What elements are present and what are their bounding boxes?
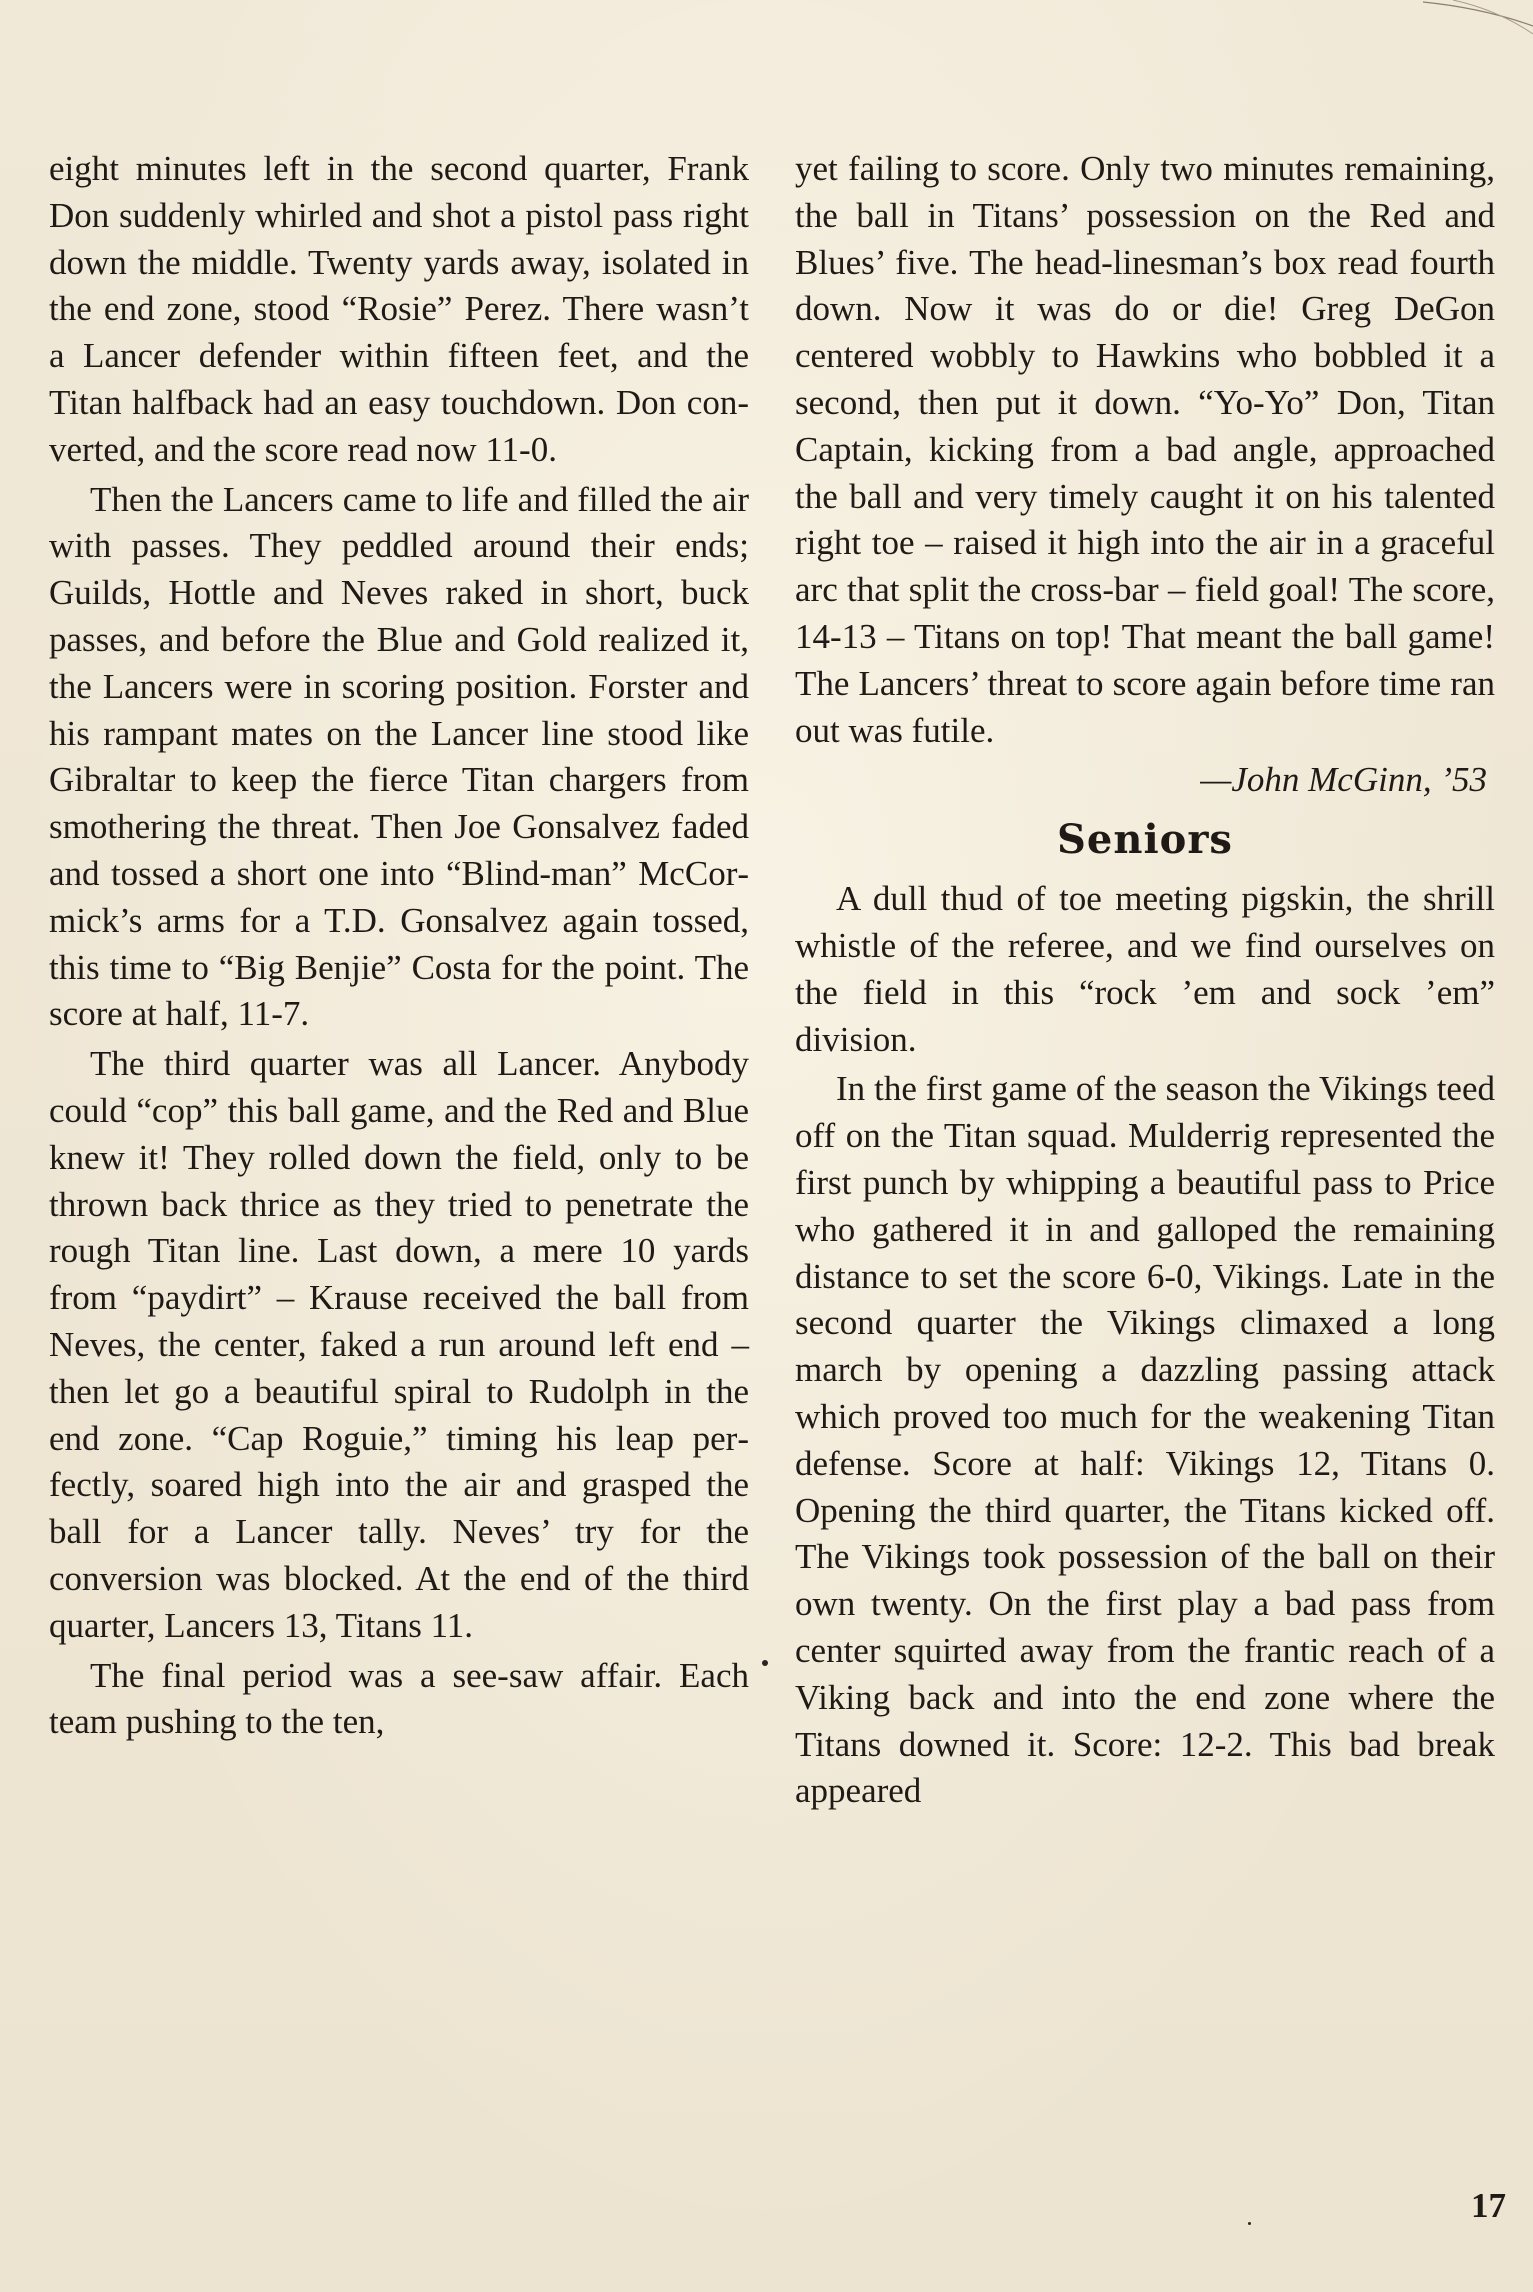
section-heading-seniors: Seniors bbox=[1057, 816, 1233, 864]
author-byline: —John McGinn, ’53 bbox=[1200, 760, 1487, 800]
article-paragraph: The final period was a see-saw affair. Each team pushing to the ten, bbox=[49, 1655, 749, 1742]
article-paragraph: eight minutes left in the second quarter, Frank Don suddenly whirled and shot a pistol pass right down the middle. Twenty yards away, isolated in the end zone, stood “Rosie” Perez. There wasn’t a Lancer defender within fifteen feet, and the Titan halfback had an easy touchdown. Don converted, and the score read now 11-0. bbox=[49, 149, 749, 469]
left-column bbox=[49, 146, 749, 1749]
article-paragraph: yet failing to score. Only two minutes remaining, the ball in Titans’ possession on the Red and Blues’ five. The head-linesman’s box read fourth down. Now it was do or die! Greg DeGon centered wobbly to Hawkins who bobbled it a second, then put it down. “Yo-Yo” Don, Titan Captain, kicking from a bad angle, approached the ball and very timely caught it on his talented right toe – raised it high into the air in a graceful arc that split the cross-bar – field goal! The score, 14-13 – Titans on top! That meant the ball game! The Lancers’ threat to score again before time ran out was futile. bbox=[795, 149, 1495, 750]
right-column bbox=[795, 146, 1495, 1818]
page-number: 17 bbox=[1471, 2186, 1506, 2225]
page-corner-crease bbox=[1423, 0, 1533, 40]
article-paragraph: Then the Lancers came to life and filled the air with passes. They peddled around their ends; Guilds, Hottle and Neves raked in short, buck passes, and before the Blue and Gold realized it, the Lancers were in scoring position. Forster and his rampant mates on the Lancer line stood like Gibraltar to keep the fierce Titan chargers from smothering the threat. Then Joe Gonsalvez faded and tossed a short one into “Blind-man” McCormick’s arms for a T.D. Gonsalvez again tossed, this time to “Big Benjie” Costa for the point. The score at half, 11-7. bbox=[49, 479, 749, 1034]
ink-speck bbox=[762, 1660, 768, 1666]
article-paragraph: A dull thud of toe meeting pigskin, the shrill whistle of the referee, and we find ourselves on the field in this “rock ’em and sock ’em” division. bbox=[795, 879, 1495, 1059]
article-paragraph: The third quarter was all Lancer. Anybody could “cop” this ball game, and the Red and Blue knew it! They rolled down the field, only to be thrown back thrice as they tried to penetrate the rough Titan line. Last down, a mere 10 yards from “paydirt” – Krause received the ball from Neves, the center, faked a run around left end – then let go a beautiful spiral to Rudolph in the end zone. “Cap Roguie,” timing his leap perfectly, soared high into the air and grasped the ball for a Lancer tally. Neves’ try for the conversion was blocked. At the end of the third quarter, Lancers 13, Titans 11. bbox=[49, 1044, 749, 1645]
article-paragraph: In the first game of the season the Vikings teed off on the Titan squad. Mulderrig represented the first punch by whipping a beautiful pass to Price who gathered it in and galloped the remaining distance to set the score 6-0, Vikings. Late in the second quarter the Vikings climaxed a long march by opening a dazzling passing attack which proved too much for the weakening Titan defense. Score at half: Vikings 12, Titans 0. Opening the third quarter, the Titans kicked off. The Vikings took possession of the ball on their own twenty. On the first play a bad pass from center squirted away from the frantic reach of a Viking back and into the end zone where the Titans downed it. Score: 12-2. This bad break appeared bbox=[795, 1069, 1495, 1811]
ink-speck bbox=[1248, 2222, 1251, 2225]
